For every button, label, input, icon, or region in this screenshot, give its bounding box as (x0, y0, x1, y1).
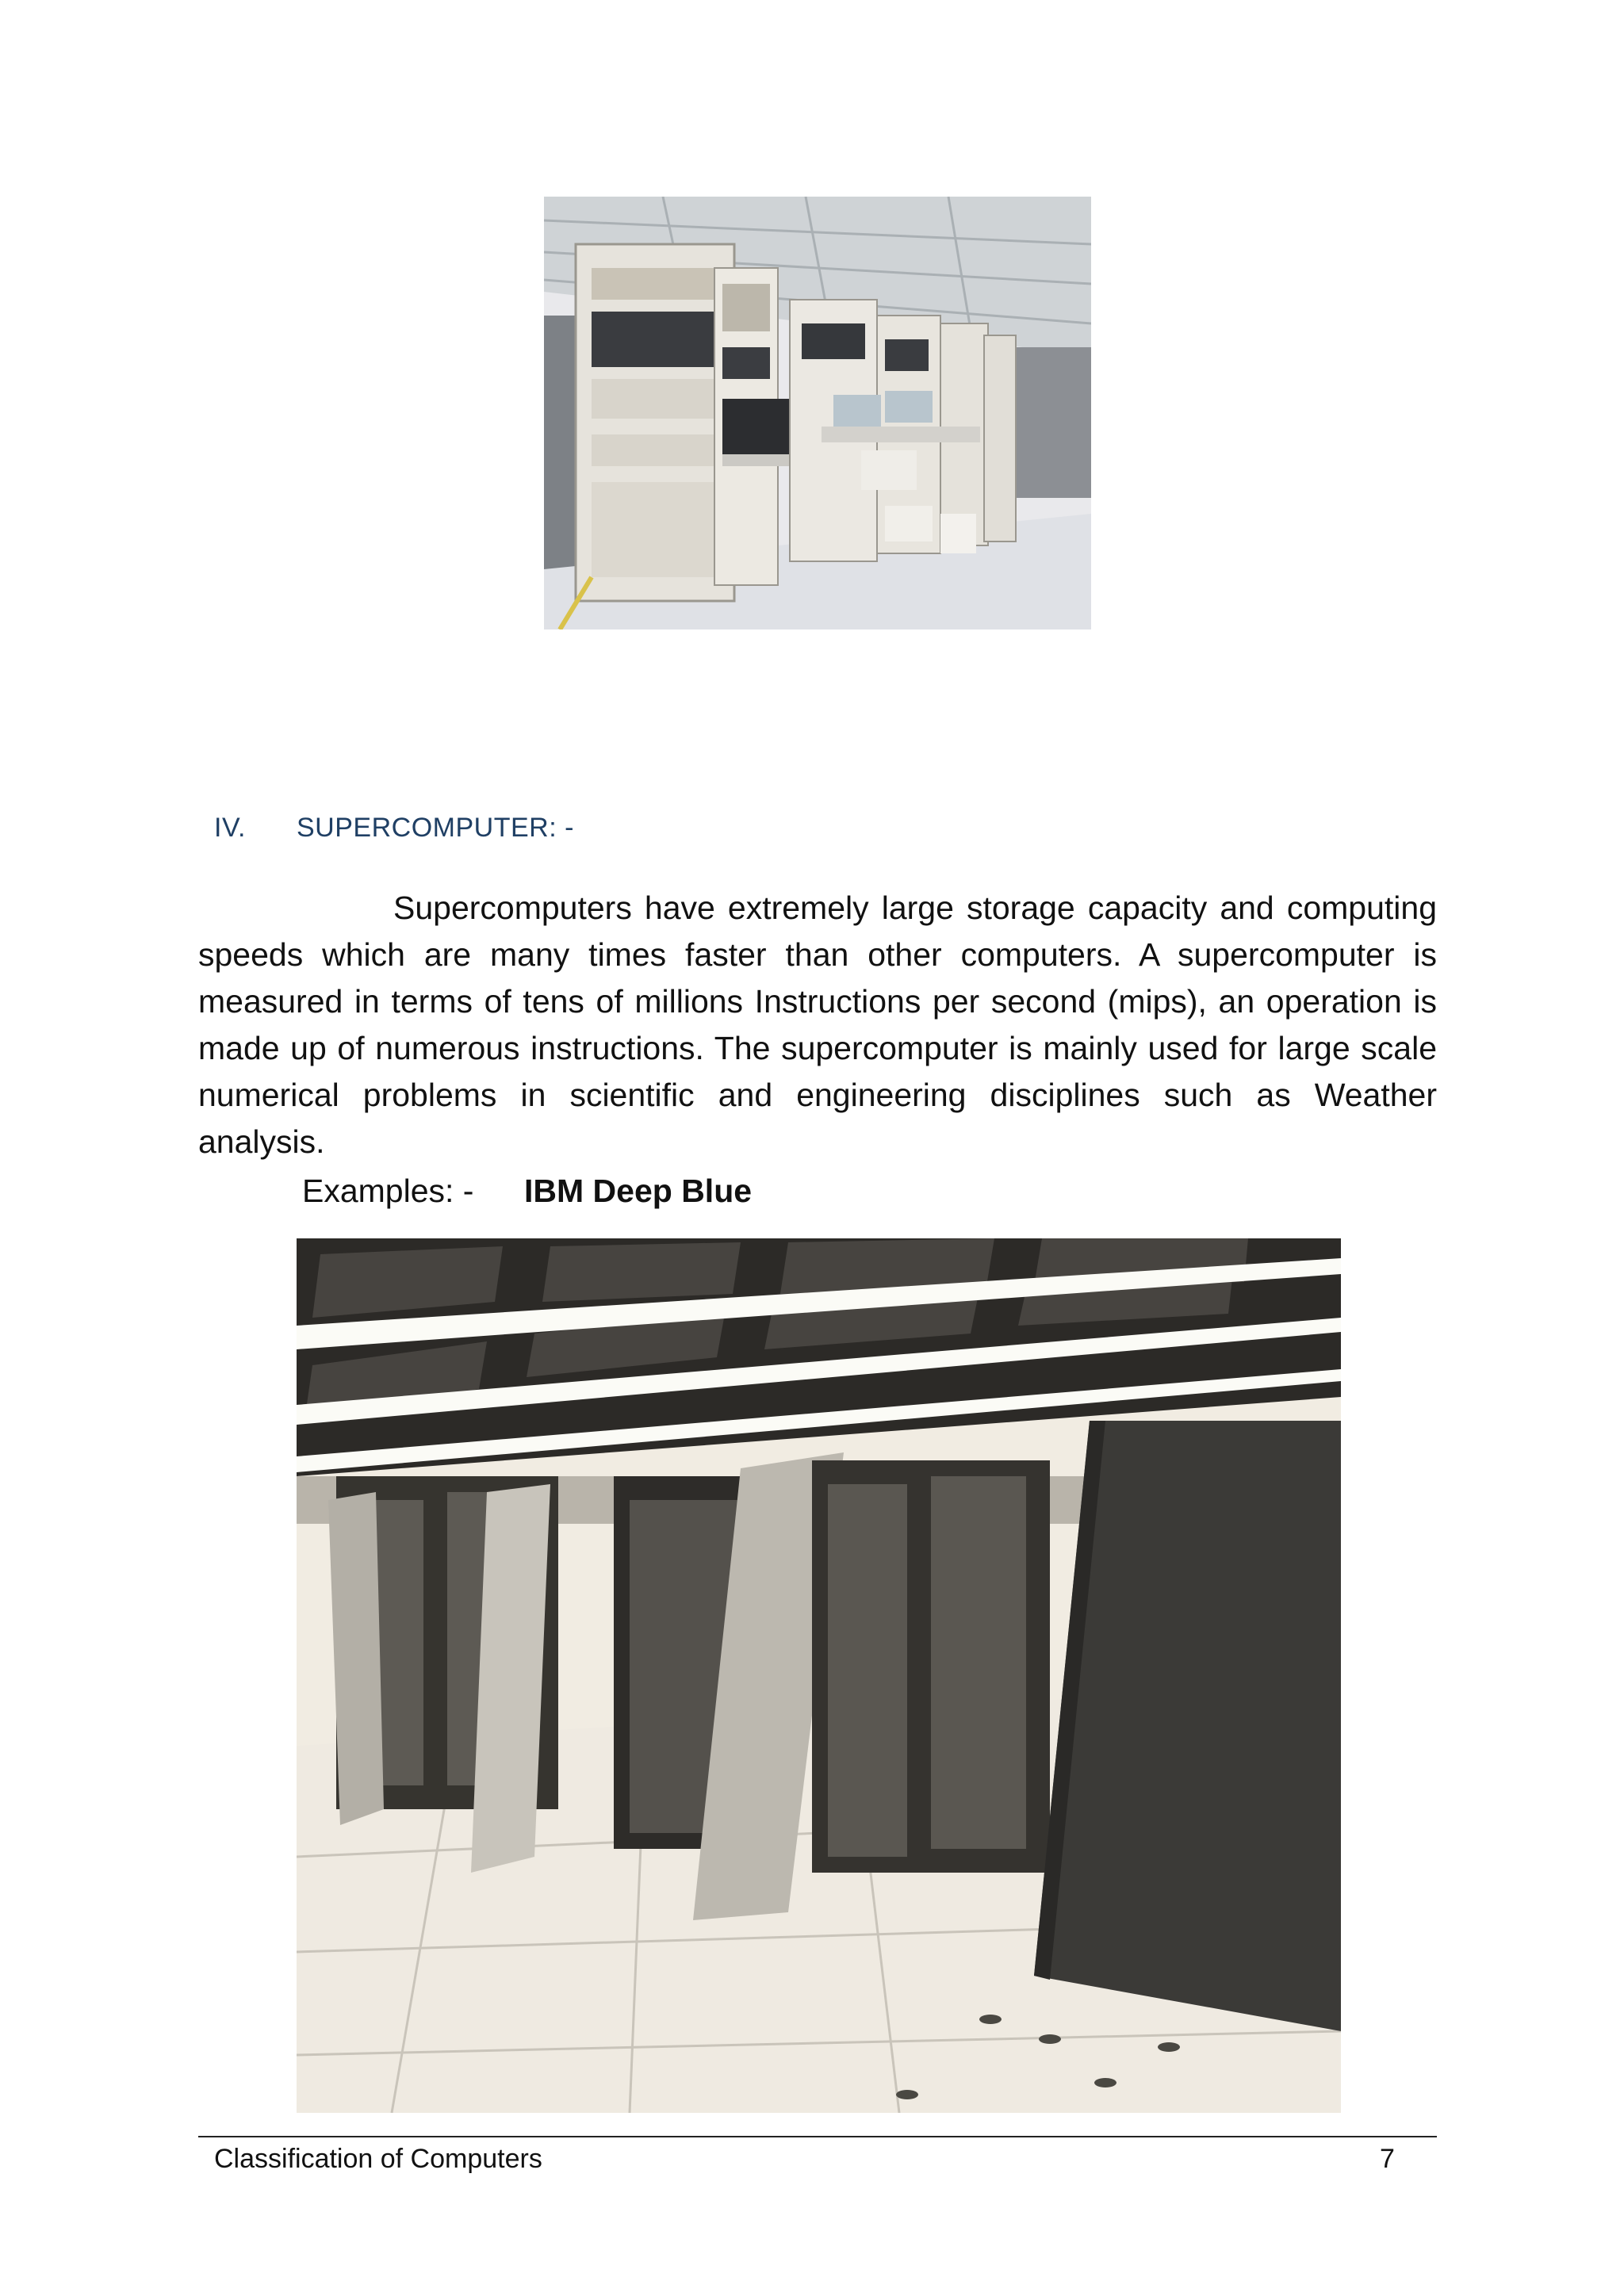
examples-label: Examples: - (302, 1173, 474, 1209)
examples-line (302, 1168, 752, 1215)
paragraph-text: Supercomputers have extremely large storage capacity and computing speeds which are many times faster than other computers. A supercomputer is measured in terms of tens of millions Instructions per second (mips), an operation is made up of numerous instructions. The supercomputer is mainly used for large scale numerical problems in scientific and engineering disciplines such as Weather analysis. (198, 890, 1437, 1160)
footer-divider (198, 2136, 1437, 2137)
page-number: 7 (1380, 2144, 1395, 2174)
mainframe-photo (544, 197, 1091, 629)
supercomputer-photo (297, 1238, 1341, 2113)
body-paragraph (198, 885, 1437, 1165)
section-title: SUPERCOMPUTER: - (297, 813, 574, 843)
footer-title: Classification of Computers (214, 2144, 542, 2174)
section-heading (214, 813, 574, 844)
examples-value: IBM Deep Blue (524, 1173, 753, 1209)
section-number: IV. (214, 813, 246, 843)
